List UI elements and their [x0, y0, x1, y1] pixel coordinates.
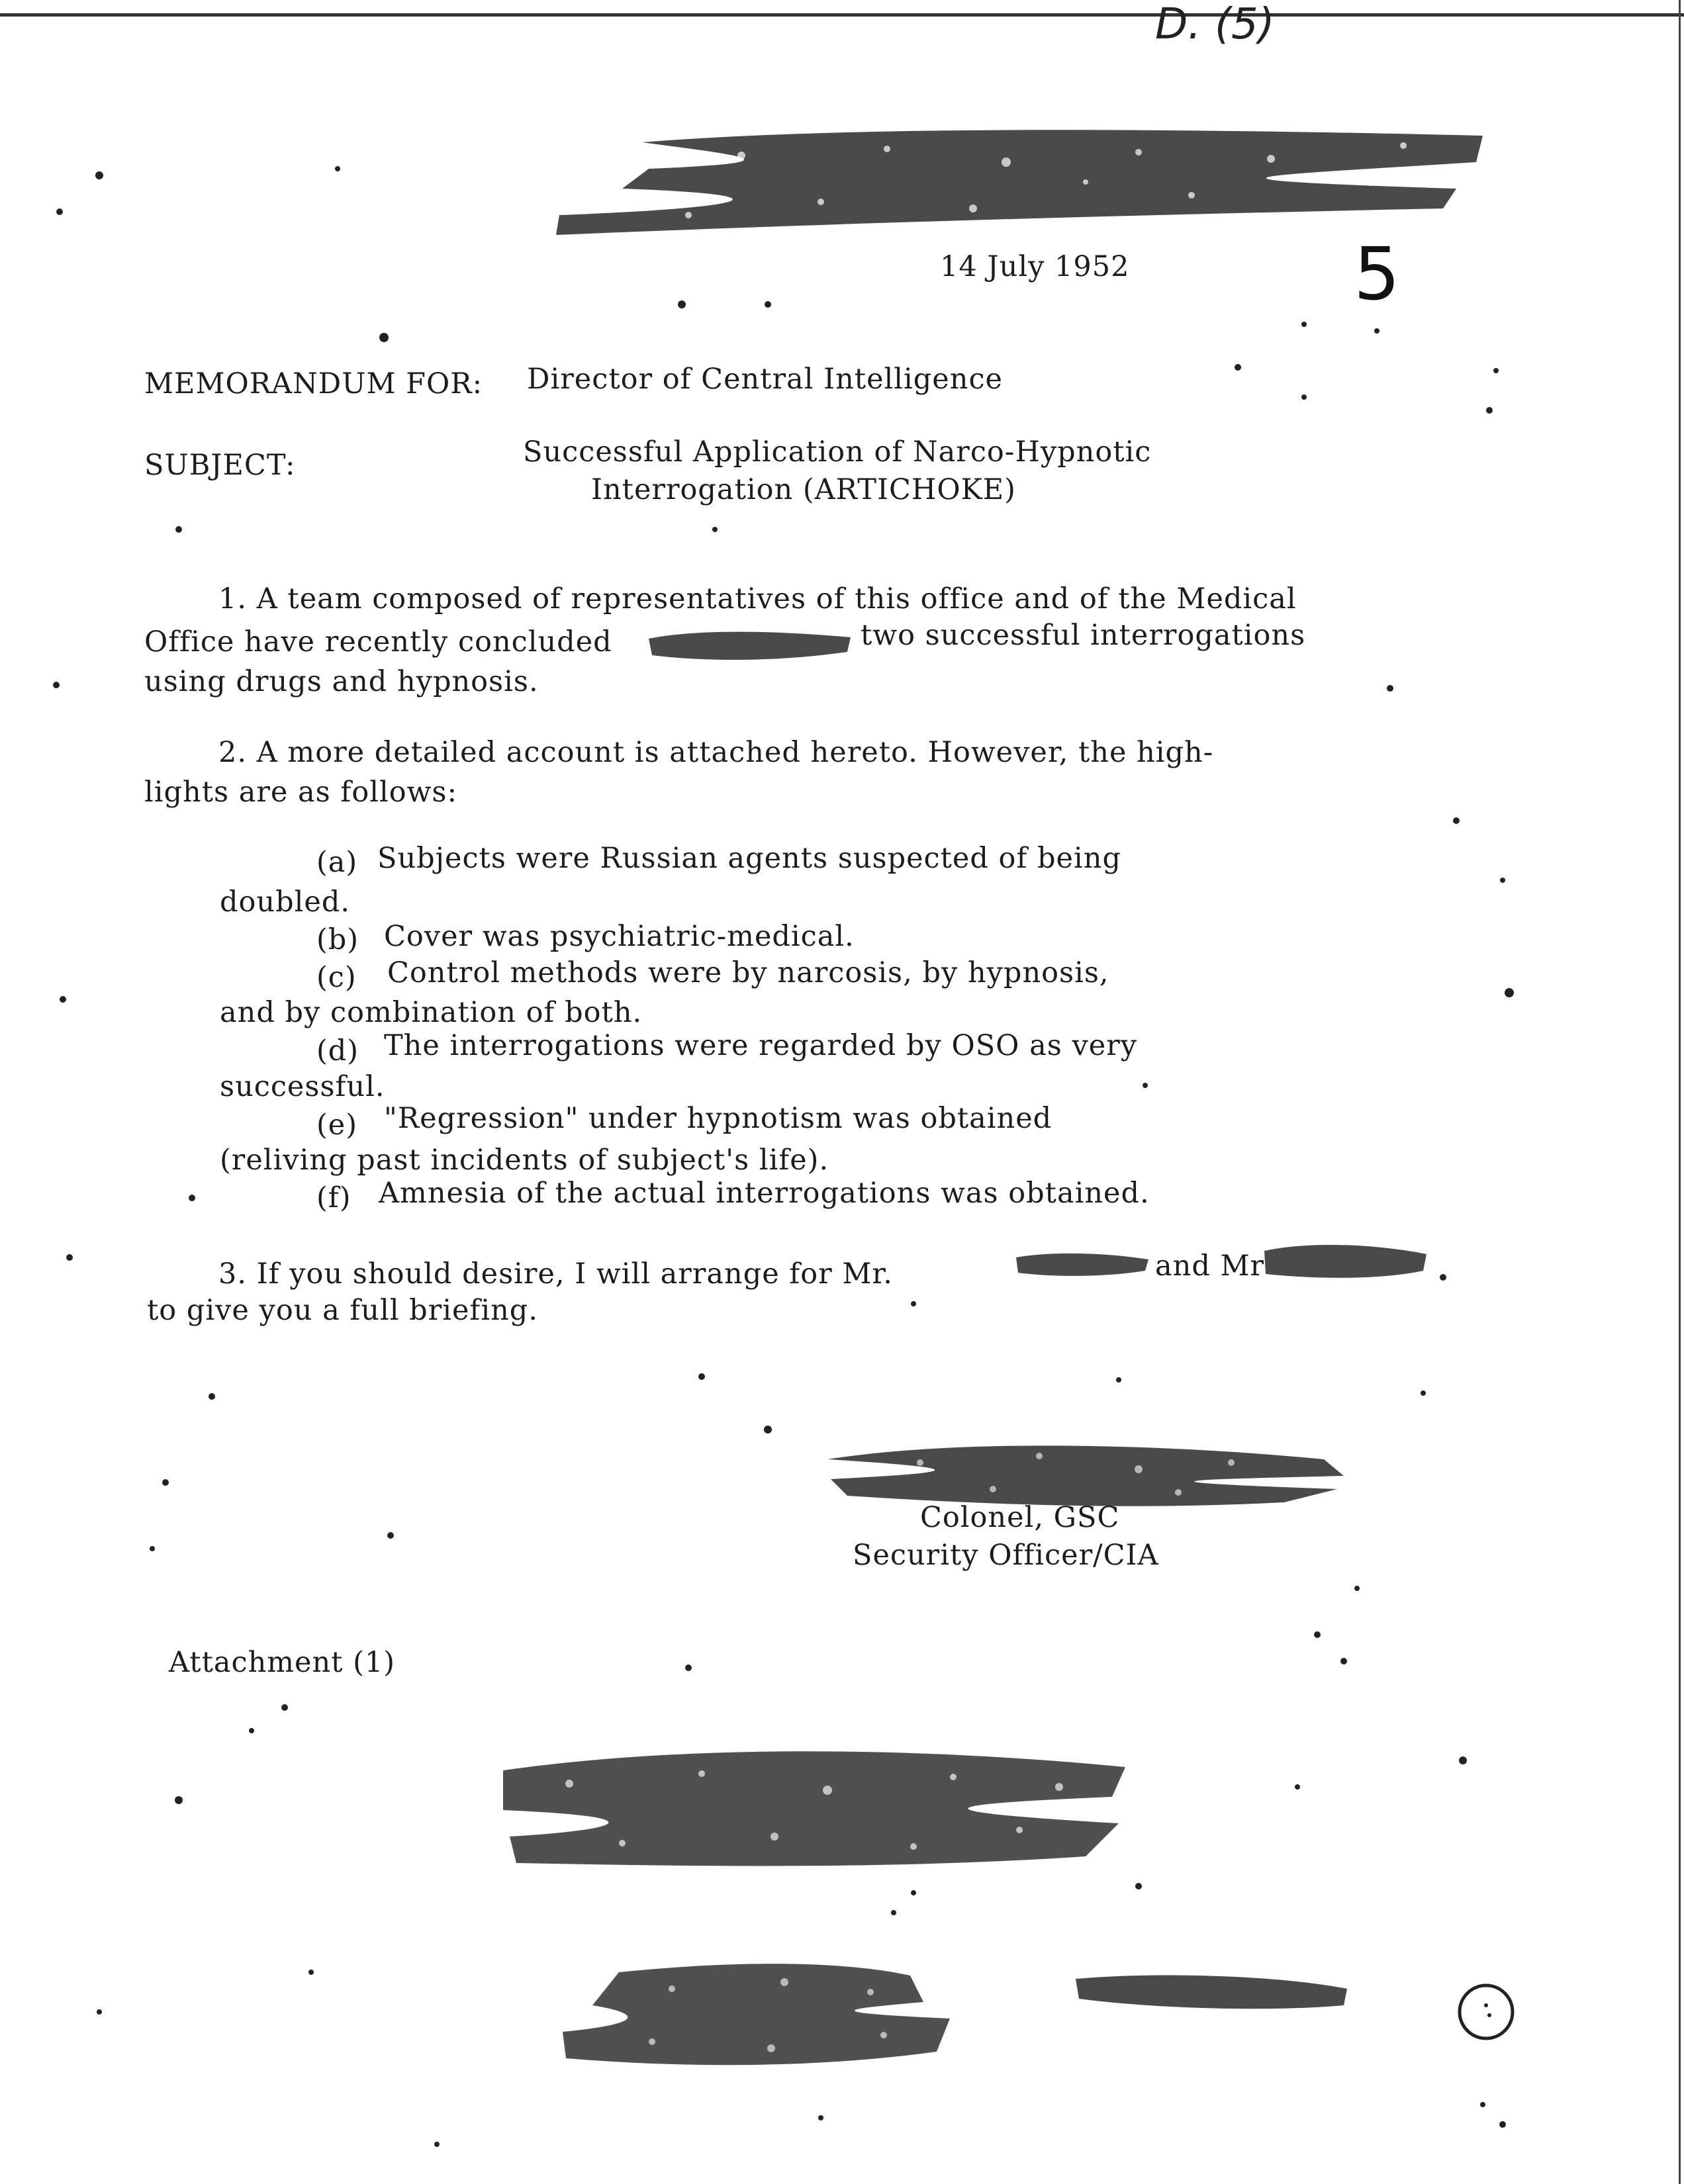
- list-item-b-marker: (b): [316, 923, 359, 956]
- subject-line-1: Successful Application of Narco-Hypnotic: [523, 435, 1152, 469]
- paragraph-2-line-2: lights are as follows:: [144, 776, 457, 809]
- paragraph-1-line-2b: two successful interrogations: [861, 619, 1306, 652]
- memo-date: 14 July 1952: [940, 250, 1130, 283]
- list-item-c-continued: and by combination of both.: [220, 996, 643, 1029]
- subject-line-2: Interrogation (ARTICHOKE): [591, 473, 1016, 506]
- paragraph-2-line-1: 2. A more detailed account is attached hereto. However, the high-: [218, 736, 1214, 769]
- list-item-a-text: Subjects were Russian agents suspected of being: [377, 842, 1121, 875]
- signature-office: Security Officer/CIA: [853, 1539, 1159, 1572]
- paragraph-1-line-3: using drugs and hypnosis.: [144, 665, 539, 698]
- list-item-c-marker: (c): [316, 961, 357, 994]
- paragraph-3-line-2: to give you a full briefing.: [147, 1294, 538, 1327]
- signature-title: Colonel, GSC: [920, 1501, 1120, 1534]
- list-item-d-continued: successful.: [220, 1070, 385, 1103]
- list-item-e-marker: (e): [316, 1109, 357, 1142]
- memo-for-label: MEMORANDUM FOR:: [144, 367, 483, 400]
- list-item-c-text: Control methods were by narcosis, by hypnosis,: [387, 956, 1109, 989]
- paragraph-3-line-1a: 3. If you should desire, I will arrange for Mr.: [218, 1257, 893, 1291]
- handwritten-mark: 5: [1354, 232, 1400, 316]
- paragraph-1-line-1: 1. A team composed of representatives of this office and of the Medical: [218, 582, 1297, 615]
- list-item-f-marker: (f): [316, 1181, 351, 1214]
- list-item-a-continued: doubled.: [220, 886, 351, 919]
- attachment-note: Attachment (1): [169, 1646, 396, 1679]
- paragraph-3-line-1b: and Mr: [1155, 1250, 1265, 1283]
- memo-for-recipient: Director of Central Intelligence: [527, 363, 1003, 396]
- list-item-f-text: Amnesia of the actual interrogations was obtained.: [379, 1177, 1150, 1210]
- list-item-d-text: The interrogations were regarded by OSO as very: [384, 1029, 1138, 1062]
- paragraph-1-line-2a: Office have recently concluded: [144, 625, 612, 659]
- list-item-a-marker: (a): [316, 846, 358, 879]
- list-item-e-text: "Regression" under hypnotism was obtained: [384, 1102, 1052, 1135]
- handwritten-reference: D. (5): [1155, 0, 1275, 49]
- subject-label: SUBJECT:: [144, 449, 296, 482]
- list-item-d-marker: (d): [316, 1034, 359, 1068]
- list-item-b-text: Cover was psychiatric-medical.: [384, 920, 855, 953]
- list-item-e-continued: (reliving past incidents of subject's life).: [220, 1144, 829, 1177]
